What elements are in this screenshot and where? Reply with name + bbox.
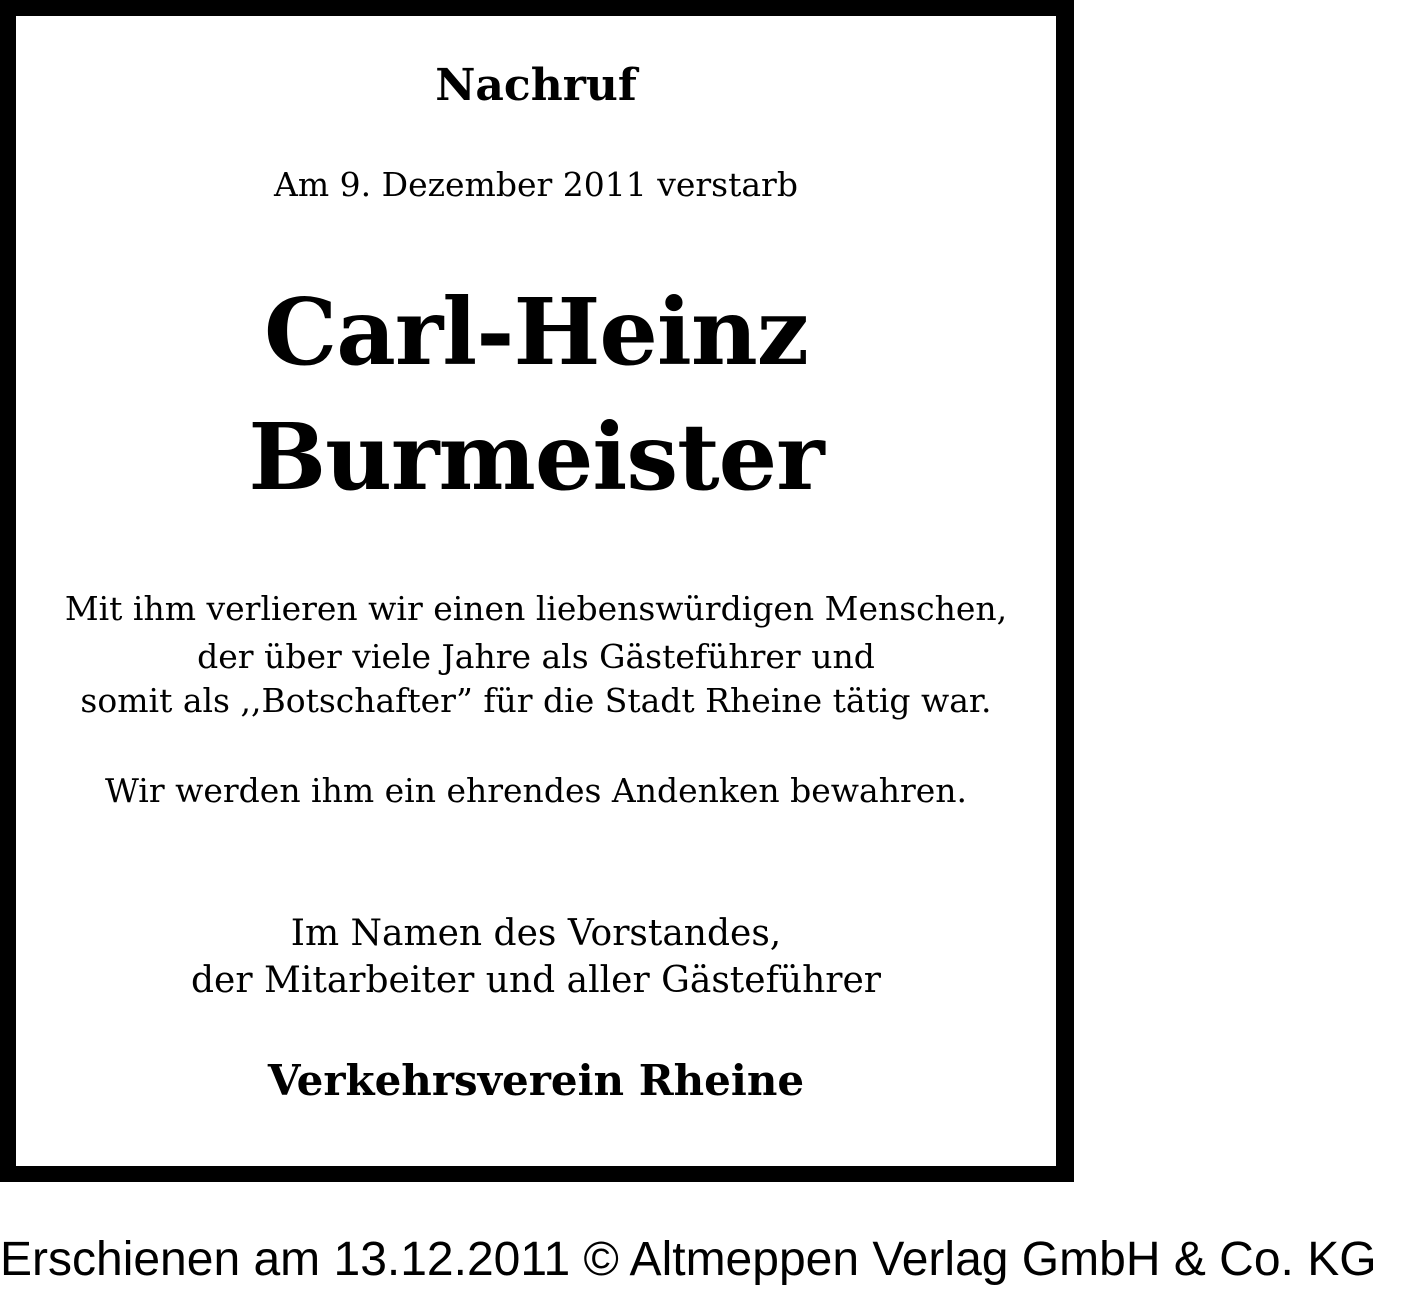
notice-heading: Nachruf <box>435 60 637 111</box>
death-date-line: Am 9. Dezember 2011 verstarb <box>274 165 798 204</box>
tribute-line: Mit ihm verlieren wir einen liebenswürdigen Menschen, <box>64 589 1008 628</box>
signature-line: der Mitarbeiter und aller Gästeführer <box>191 960 881 1001</box>
signature-line: Im Namen des Vorstandes, <box>290 913 782 954</box>
organization-name: Verkehrsverein Rheine <box>267 1056 805 1105</box>
tribute-line: somit als ,,Botschafter” für die Stadt Rheine tätig war. <box>80 681 992 720</box>
tribute-line: der über viele Jahre als Gästeführer und <box>197 637 875 676</box>
deceased-first-name: Carl-Heinz <box>264 278 808 386</box>
closing-line: Wir werden ihm ein ehrendes Andenken bewahren. <box>104 771 968 810</box>
publication-footer: Erschienen am 13.12.2011 © Altmeppen Verlag GmbH & Co. KG <box>0 1233 1377 1286</box>
deceased-last-name: Burmeister <box>248 403 824 511</box>
